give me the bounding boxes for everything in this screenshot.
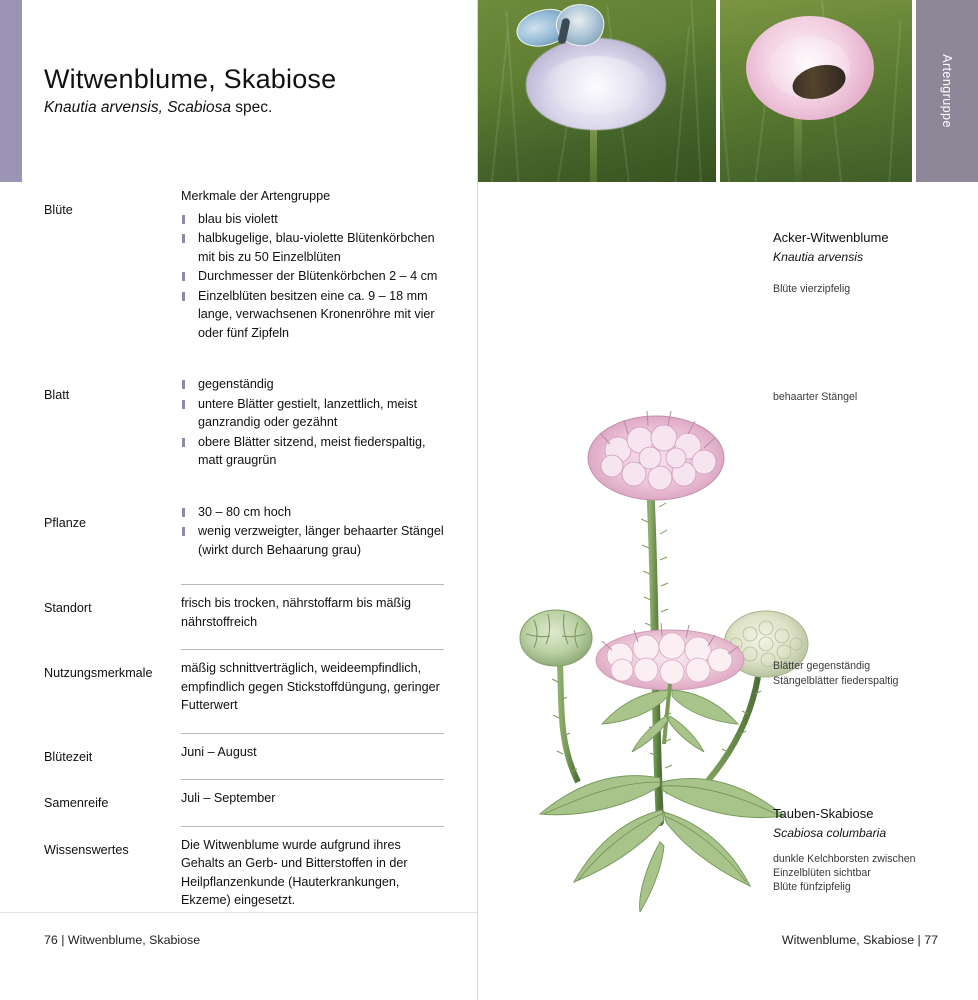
list-item: halbkugelige, blau-violette Blütenkörbchen mit bis zu 50 Einzelblüten: [181, 229, 444, 266]
plant-1-callout-3: Blätter gegenständig: [773, 660, 871, 672]
footer-left: 76 | Witwenblume, Skabiose: [44, 933, 201, 947]
table-row: [44, 826, 444, 916]
bullet-list: [181, 210, 444, 343]
row-label: Samenreife: [44, 796, 109, 810]
photo-stem: [794, 116, 802, 182]
row-text: frisch bis trocken, nährstoffarm bis mäßig nährstoffreich: [181, 596, 412, 629]
table-row: [44, 584, 444, 637]
bullet-list: [181, 503, 444, 560]
photo-bee-on-scabious: [720, 0, 912, 182]
row-value: [181, 499, 444, 567]
tab-artengruppe[interactable]: [916, 0, 978, 182]
illustration-svg: [478, 182, 978, 912]
row-label: Blatt: [44, 388, 70, 402]
page-subtitle: [44, 99, 272, 117]
plant-2-scientific: Scabiosa columbaria: [773, 826, 887, 840]
row-label: Pflanze: [44, 515, 87, 530]
row-value: [181, 779, 444, 814]
footer-divider: [0, 912, 477, 913]
page-subtitle-scientific: Knautia arvensis, Scabiosa: [44, 99, 231, 116]
plant-2-name: Tauben-Skabiose: [773, 806, 874, 821]
plant-1-callout-2: behaarter Stängel: [773, 391, 858, 403]
list-item: 30 – 80 cm hoch: [181, 503, 444, 522]
table-row: [44, 183, 444, 349]
list-item: wenig verzweigter, länger behaarter Stängel (wirkt durch Behaarung grau): [181, 522, 444, 559]
plant-1-name: Acker-Witwenblume: [773, 230, 889, 245]
row-value: [181, 371, 444, 477]
row-value: [181, 826, 444, 916]
list-item: untere Blätter gestielt, lanzettlich, meist ganzrandig oder gezähnt: [181, 395, 444, 432]
tab-artengruppe-label: Artengruppe: [940, 54, 954, 128]
list-item: gegenständig: [181, 375, 444, 394]
list-item: obere Blätter sitzend, meist fiederspaltig, matt graugrün: [181, 433, 444, 470]
row-label: Wissenswertes: [44, 842, 129, 857]
row-label: Nutzungsmerkmale: [44, 666, 153, 680]
row-value: [181, 183, 444, 349]
table-row: [44, 371, 444, 477]
butterfly: [516, 2, 612, 54]
row-value: [181, 733, 444, 768]
row-value: [181, 649, 444, 721]
property-table: [44, 183, 444, 916]
list-item: Einzelblüten besitzen eine ca. 9 – 18 mm lange, verwachsenen Kronenröhre mit vier oder fünf Zipfeln: [181, 287, 444, 343]
footer-right: Witwenblume, Skabiose | 77: [781, 933, 938, 947]
bullet-list: [181, 375, 444, 470]
table-row: [44, 779, 444, 814]
list-item: Durchmesser der Blütenkörbchen 2 – 4 cm: [181, 267, 444, 286]
row-text: mäßig schnittverträglich, weideempfindlich, empfindlich gegen Stickstoffdüngung, geringer Futterwert: [181, 661, 440, 712]
row-text: Juli – September: [181, 791, 276, 805]
row-label: Blüte: [44, 203, 73, 217]
table-row: [44, 499, 444, 567]
flower-head-knautia: [588, 411, 724, 500]
plant-1-callout-4: Stängelblätter fiederspaltig: [773, 675, 899, 687]
scabiosa-columbaria-illustration: [558, 612, 798, 752]
left-decorative-band: [0, 0, 22, 182]
row-text: Juni – August: [181, 744, 257, 759]
list-item: blau bis violett: [181, 210, 444, 229]
section-heading: Merkmale der Artengruppe: [181, 189, 331, 203]
row-label: Blütezeit: [44, 749, 93, 764]
page-title: Witwenblume, Skabiose: [44, 64, 337, 95]
page-subtitle-suffix: spec.: [230, 99, 273, 116]
row-text: Die Witwenblume wurde aufgrund ihres Gehalts an Gerb- und Bitterstoffen in der Heilpflanzenkunde (Hauterkrankungen, Ekzeme) eingesetzt.: [181, 837, 408, 907]
plant-2-callout-3: Blüte fünfzipfelig: [773, 881, 851, 893]
botanical-illustration: [478, 182, 978, 912]
photo-stem: [590, 122, 597, 182]
photo-butterfly-on-scabious: [478, 0, 716, 182]
row-value: [181, 584, 444, 637]
plant-2-callout-2: Einzelblüten sichtbar: [773, 867, 871, 879]
plant-2-callout-1: dunkle Kelchborsten zwischen: [773, 853, 916, 865]
table-row: [44, 649, 444, 721]
plant-1-scientific: Knautia arvensis: [773, 250, 864, 264]
plant-1-callout-1: Blüte vierzipfelig: [773, 283, 851, 295]
row-label: Standort: [44, 601, 92, 615]
table-row: [44, 733, 444, 768]
